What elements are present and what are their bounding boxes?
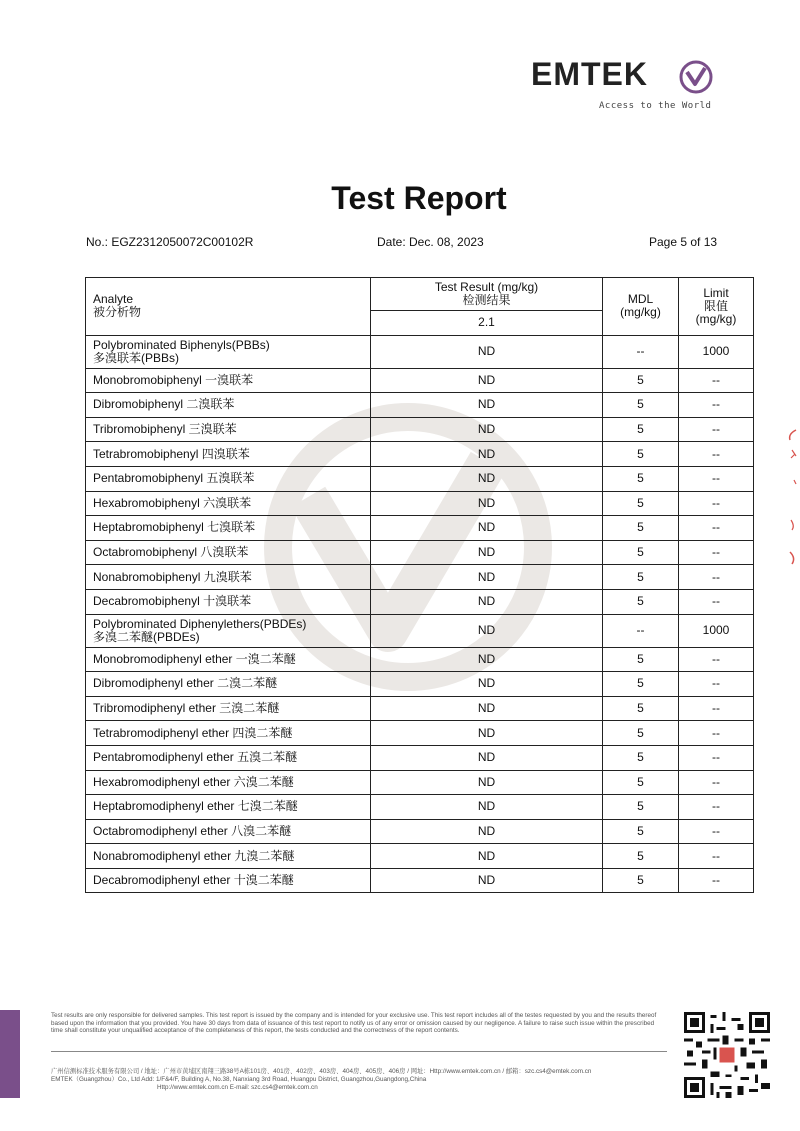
logo-tagline: Access to the World: [599, 101, 712, 111]
mdl-cell: --: [603, 614, 679, 647]
mdl-header: [603, 278, 679, 336]
analyte-name: Heptabromodiphenyl ether 七溴二苯醚: [93, 799, 298, 814]
analyte-name: Heptabromobiphenyl 七溴联苯: [93, 520, 256, 535]
analyte-cell: [86, 335, 371, 368]
analyte-name: Pentabromodiphenyl ether 五溴二苯醚: [93, 750, 298, 765]
mdl-cell: 5: [603, 589, 679, 614]
mdl-cell: 5: [603, 393, 679, 418]
limit-header: [679, 278, 754, 336]
result-cell: ND: [371, 491, 603, 516]
mdl-cell: 5: [603, 868, 679, 893]
result-cell: ND: [371, 770, 603, 795]
analyte-cell: [86, 647, 371, 672]
analyte-cell: [86, 491, 371, 516]
analyte-cell: [86, 368, 371, 393]
result-cell: ND: [371, 335, 603, 368]
table-row: [86, 696, 754, 721]
limit-cell: --: [679, 491, 754, 516]
mdl-cell: 5: [603, 770, 679, 795]
analyte-name: Hexabromobiphenyl 六溴联苯: [93, 495, 252, 510]
report-number: No.: EGZ2312050072C00102R: [86, 235, 254, 249]
report-title: Test Report: [331, 180, 507, 216]
analyte-name: Dibromobiphenyl 二溴联苯: [93, 397, 235, 412]
emtek-logo: [531, 56, 721, 116]
footer-disclaimer: Test results are only responsible for delivered samples. This test report is issued by the company and is intended for your exclusive use. This test report includes all of the testes requested by you and the results thereof based upon the information that you provided. You have 30 days from data of issuance of this test report to notify us of any error or omission caused by our negligence. A failure to raise such issue within the prescribed time shall constitute your unqualified acceptance of the completeness of this report, the tests conducted and the correctness of the report contents.: [51, 1012, 657, 1035]
table-row: [86, 721, 754, 746]
table-row: [86, 745, 754, 770]
mdl-cell: 5: [603, 696, 679, 721]
mdl-cell: 5: [603, 442, 679, 467]
result-header-en: Test Result (mg/kg): [434, 280, 539, 294]
analyte-name: Pentabromobiphenyl 五溴联苯: [93, 471, 255, 486]
mdl-cell: 5: [603, 795, 679, 820]
analyte-name: Tribromobiphenyl 三溴联苯: [93, 422, 237, 437]
analyte-name: Polybrominated Biphenyls(PBBs): [93, 337, 270, 352]
result-header: [371, 278, 603, 311]
limit-cell: --: [679, 589, 754, 614]
result-cell: ND: [371, 540, 603, 565]
mdl-cell: 5: [603, 844, 679, 869]
limit-cell: --: [679, 844, 754, 869]
limit-cell: --: [679, 417, 754, 442]
limit-cell: --: [679, 466, 754, 491]
analyte-header-cn: 被分析物: [93, 305, 142, 320]
analyte-name: Dibromodiphenyl ether 二溴二苯醚: [93, 676, 278, 691]
mdl-cell: 5: [603, 721, 679, 746]
table-row: [86, 770, 754, 795]
result-cell: ND: [371, 795, 603, 820]
table-row: [86, 466, 754, 491]
analyte-header-en: Analyte: [93, 292, 134, 307]
table-row: [86, 417, 754, 442]
limit-header-en: Limit: [703, 285, 729, 300]
footer-contact-cn: 广州信测标准技术服务有限公司 / 地址：广州市黄埔区南翔三路38号A栋101房、401房、402房、403房、404房、405房、406房 / 网址：Http://www.emtek.com.cn / 邮箱：szc.cs4@emtek.com.cn: [51, 1068, 592, 1075]
analyte-cell: [86, 393, 371, 418]
mdl-header-unit: (mg/kg): [620, 305, 661, 320]
analyte-name: Tetrabromodiphenyl ether 四溴二苯醚: [93, 725, 293, 740]
limit-cell: --: [679, 721, 754, 746]
analyte-name-cn: 多溴二苯醚(PBDEs): [93, 629, 200, 644]
analyte-cell: [86, 672, 371, 697]
limit-cell: --: [679, 565, 754, 590]
limit-cell: --: [679, 819, 754, 844]
analyte-cell: [86, 868, 371, 893]
table-row: [86, 819, 754, 844]
result-cell: ND: [371, 868, 603, 893]
result-cell: ND: [371, 516, 603, 541]
limit-cell: --: [679, 368, 754, 393]
limit-cell: --: [679, 442, 754, 467]
mdl-cell: 5: [603, 672, 679, 697]
limit-header-unit: (mg/kg): [695, 311, 737, 326]
mdl-cell: 5: [603, 516, 679, 541]
table-row: [86, 589, 754, 614]
limit-cell: --: [679, 770, 754, 795]
table-row: [86, 565, 754, 590]
table-row: [86, 647, 754, 672]
analyte-cell: [86, 696, 371, 721]
footer-contact-web: Http://www.emtek.com.cn E-mail: szc.cs4@emtek.com.cn: [157, 1084, 318, 1091]
result-cell: ND: [371, 745, 603, 770]
analyte-cell: [86, 540, 371, 565]
result-cell: ND: [371, 672, 603, 697]
analyte-cell: [86, 721, 371, 746]
table-header-row: [86, 278, 754, 311]
limit-cell: --: [679, 516, 754, 541]
limit-cell: --: [679, 540, 754, 565]
table-row: [86, 614, 754, 647]
report-date: Date: Dec. 08, 2023: [377, 235, 484, 249]
limit-cell: 1000: [679, 335, 754, 368]
mdl-header-label: MDL: [627, 292, 654, 307]
mdl-cell: 5: [603, 565, 679, 590]
analyte-header: [86, 278, 371, 336]
mdl-cell: 5: [603, 368, 679, 393]
result-cell: ND: [371, 565, 603, 590]
analyte-name: Octabromobiphenyl 八溴联苯: [93, 545, 249, 560]
mdl-cell: 5: [603, 466, 679, 491]
analyte-cell: [86, 795, 371, 820]
limit-header-cn: 限值: [703, 298, 728, 313]
limit-cell: 1000: [679, 614, 754, 647]
analyte-name: Decabromobiphenyl 十溴联苯: [93, 594, 252, 609]
table-row: [86, 335, 754, 368]
page-number: Page 5 of 13: [649, 235, 718, 249]
table-row: [86, 368, 754, 393]
analyte-name: Monobromodiphenyl ether 一溴二苯醚: [93, 651, 296, 666]
result-cell: ND: [371, 721, 603, 746]
table-row: [86, 540, 754, 565]
analyte-cell: [86, 745, 371, 770]
result-cell: ND: [371, 844, 603, 869]
mdl-cell: 5: [603, 540, 679, 565]
analyte-cell: [86, 819, 371, 844]
analyte-cell: [86, 516, 371, 541]
mdl-cell: 5: [603, 417, 679, 442]
mdl-cell: 5: [603, 819, 679, 844]
logo-wordmark: EMTEK: [531, 56, 648, 92]
results-table: [85, 277, 754, 893]
analyte-name: Nonabromodiphenyl ether 九溴二苯醚: [93, 848, 295, 863]
mdl-cell: 5: [603, 647, 679, 672]
footer-contact: [51, 1068, 681, 1092]
result-cell: ND: [371, 442, 603, 467]
analyte-cell: [86, 442, 371, 467]
limit-cell: --: [679, 745, 754, 770]
result-cell: ND: [371, 614, 603, 647]
table-row: [86, 868, 754, 893]
table-row: [86, 672, 754, 697]
result-cell: ND: [371, 368, 603, 393]
result-cell: ND: [371, 417, 603, 442]
mdl-cell: 5: [603, 745, 679, 770]
limit-cell: --: [679, 393, 754, 418]
limit-cell: --: [679, 647, 754, 672]
analyte-name: Monobromobiphenyl 一溴联苯: [93, 372, 254, 387]
analyte-name: Decabromodiphenyl ether 十溴二苯醚: [93, 873, 294, 888]
footer-accent-bar: [0, 1010, 20, 1098]
analyte-name: Polybrominated Diphenylethers(PBDEs): [93, 616, 307, 631]
analyte-name-cn: 多溴联苯(PBBs): [93, 350, 180, 365]
table-row: [86, 516, 754, 541]
result-cell: ND: [371, 589, 603, 614]
table-row: [86, 442, 754, 467]
mdl-cell: 5: [603, 491, 679, 516]
table-row: [86, 844, 754, 869]
table-row: [86, 795, 754, 820]
analyte-name: Tribromodiphenyl ether 三溴二苯醚: [93, 701, 280, 716]
mdl-cell: --: [603, 335, 679, 368]
analyte-name: Octabromodiphenyl ether 八溴二苯醚: [93, 823, 292, 838]
result-cell: ND: [371, 393, 603, 418]
table-row: [86, 393, 754, 418]
footer-contact-en: EMTEK（Guangzhou）Co., Ltd Add: 1/F&4/F, Building A, No.38, Nanxiang 3rd Road, Huangpu District, Guangzhou,Guangdong,China: [51, 1076, 427, 1083]
analyte-cell: [86, 466, 371, 491]
limit-cell: --: [679, 795, 754, 820]
analyte-cell: [86, 565, 371, 590]
result-cell: ND: [371, 819, 603, 844]
analyte-cell: [86, 589, 371, 614]
result-header-cn: 检测结果: [462, 293, 511, 307]
analyte-cell: [86, 770, 371, 795]
analyte-cell: [86, 417, 371, 442]
result-cell: ND: [371, 466, 603, 491]
footer-divider: [51, 1051, 667, 1052]
sample-id-cell: 2.1: [371, 311, 603, 336]
red-stamp-fragment: [782, 420, 800, 570]
table-row: [86, 491, 754, 516]
analyte-name: Nonabromobiphenyl 九溴联苯: [93, 569, 252, 584]
analyte-name: Tetrabromobiphenyl 四溴联苯: [93, 446, 250, 461]
limit-cell: --: [679, 696, 754, 721]
analyte-cell: [86, 614, 371, 647]
result-cell: ND: [371, 696, 603, 721]
logo-check-icon: [678, 59, 714, 95]
analyte-cell: [86, 844, 371, 869]
limit-cell: --: [679, 672, 754, 697]
analyte-name: Hexabromodiphenyl ether 六溴二苯醚: [93, 774, 294, 789]
qr-code-icon: [684, 1012, 770, 1098]
result-cell: ND: [371, 647, 603, 672]
limit-cell: --: [679, 868, 754, 893]
